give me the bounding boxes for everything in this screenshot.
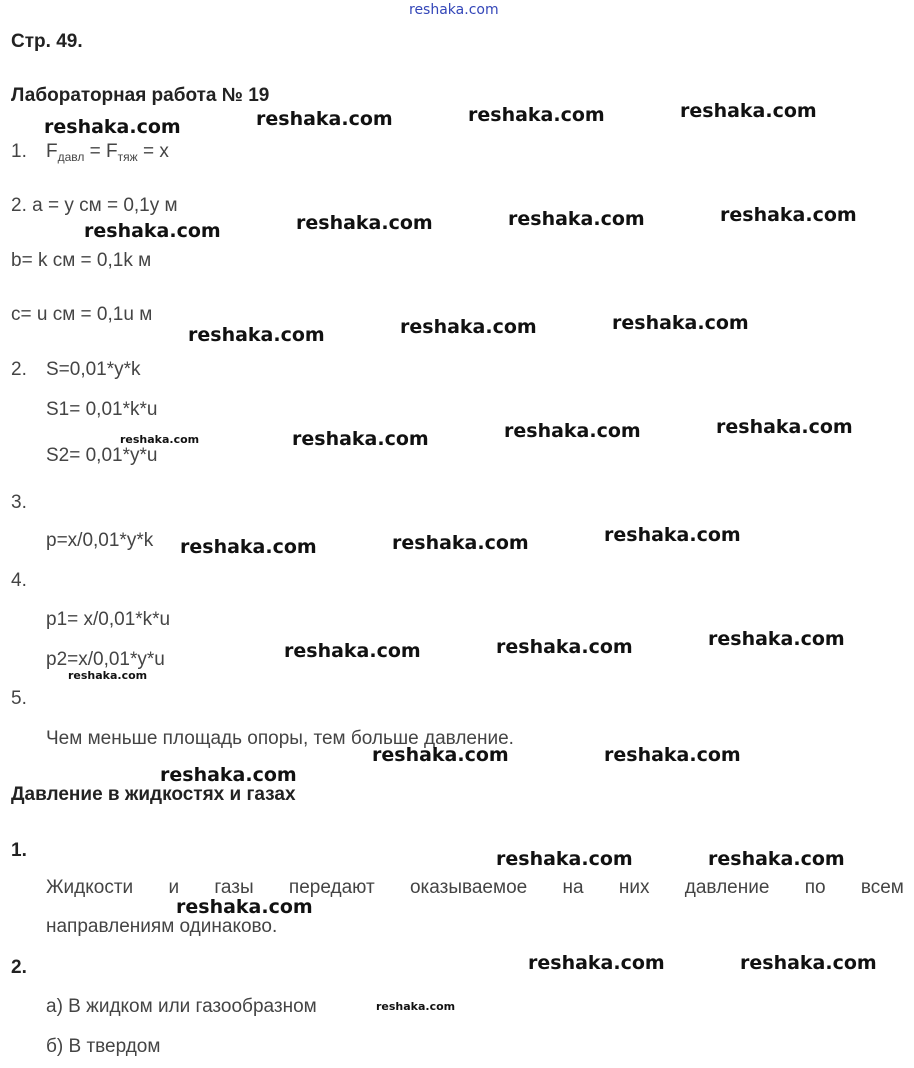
answer-1-line-1 [46, 877, 904, 899]
watermark: reshaka.com [400, 316, 537, 338]
watermark: reshaka.com [296, 212, 433, 234]
lab-item-1-formula [46, 141, 169, 164]
watermark: reshaka.com [604, 524, 741, 546]
watermark: reshaka.com [188, 324, 325, 346]
watermark: reshaka.com [44, 116, 181, 138]
watermark: reshaka.com [508, 208, 645, 230]
answer-word: них [618, 877, 650, 898]
answer-word: и [168, 877, 180, 898]
watermark: reshaka.com [160, 764, 297, 786]
watermark-small: reshaka.com [376, 1000, 456, 1013]
section-item-2-number: 2. [11, 957, 27, 978]
watermark: reshaka.com [468, 104, 605, 126]
area-s: S=0,01*y*k [46, 359, 141, 380]
watermark: reshaka.com [740, 952, 877, 974]
lab-item-5-number: 5. [11, 688, 27, 709]
lab-conclusion: Чем меньше площадь опоры, тем больше давление. [46, 728, 514, 749]
page-reference: Стр. 49. [11, 31, 83, 52]
area-s1: S1= 0,01*k*u [46, 399, 158, 420]
watermark: reshaka.com [84, 220, 221, 242]
answer-1-paragraph [46, 877, 904, 938]
answer-2b: б) В твердом [46, 1036, 161, 1057]
equals-sign: = [84, 141, 107, 162]
watermark: reshaka.com [528, 952, 665, 974]
force-gravity-symbol: F [106, 141, 118, 162]
watermark-small: reshaka.com [120, 433, 200, 446]
answer-word: передают [288, 877, 375, 898]
pressure-p: p=x/0,01*y*k [46, 530, 154, 551]
answer-1-line-2: направлениям одинаково. [46, 916, 278, 937]
answer-word: на [562, 877, 584, 898]
top-watermark: reshaka.com [409, 2, 499, 18]
force-gravity-subscript: тяж [117, 150, 138, 164]
lab-item-3-number: 3. [11, 492, 27, 513]
watermark: reshaka.com [708, 848, 845, 870]
force-pressure-symbol: F [46, 141, 58, 162]
answer-word: всем [860, 877, 904, 898]
watermark: reshaka.com [256, 108, 393, 130]
answer-word: Жидкости [46, 877, 134, 898]
force-pressure-subscript: давл [57, 150, 85, 164]
watermark: reshaka.com [612, 312, 749, 334]
lab-item-4-number: 4. [11, 570, 27, 591]
lab-item-2-number: 2. [11, 359, 27, 380]
answer-2a: а) В жидком или газообразном [46, 996, 317, 1017]
watermark: reshaka.com [716, 416, 853, 438]
answer-word: оказываемое [409, 877, 528, 898]
watermark: reshaka.com [496, 636, 633, 658]
dimension-c: c= u см = 0,1u м [11, 304, 153, 325]
lab-title: Лабораторная работа № 19 [11, 85, 270, 106]
watermark: reshaka.com [292, 428, 429, 450]
watermark: reshaka.com [708, 628, 845, 650]
watermark: reshaka.com [176, 896, 313, 918]
watermark: reshaka.com [680, 100, 817, 122]
area-s2: S2= 0,01*y*u [46, 445, 158, 466]
answer-word: по [804, 877, 826, 898]
formula-rest: = x [137, 141, 169, 162]
pressure-p1: p1= x/0,01*k*u [46, 609, 171, 630]
watermark: reshaka.com [372, 744, 509, 766]
watermark: reshaka.com [496, 848, 633, 870]
watermark: reshaka.com [504, 420, 641, 442]
watermark: reshaka.com [604, 744, 741, 766]
watermark: reshaka.com [284, 640, 421, 662]
dimension-a: 2. a = y см = 0,1y м [11, 195, 178, 216]
section-title-pressure: Давление в жидкостях и газах [11, 784, 296, 805]
section-item-1-number: 1. [11, 840, 27, 861]
answer-word: газы [214, 877, 254, 898]
watermark: reshaka.com [392, 532, 529, 554]
pressure-p2: p2=x/0,01*y*u [46, 649, 165, 670]
watermark: reshaka.com [180, 536, 317, 558]
answer-word: давление [684, 877, 770, 898]
watermark: reshaka.com [720, 204, 857, 226]
watermark-small: reshaka.com [68, 669, 148, 682]
lab-item-1-number: 1. [11, 141, 27, 162]
dimension-b: b= k см = 0,1k м [11, 250, 152, 271]
